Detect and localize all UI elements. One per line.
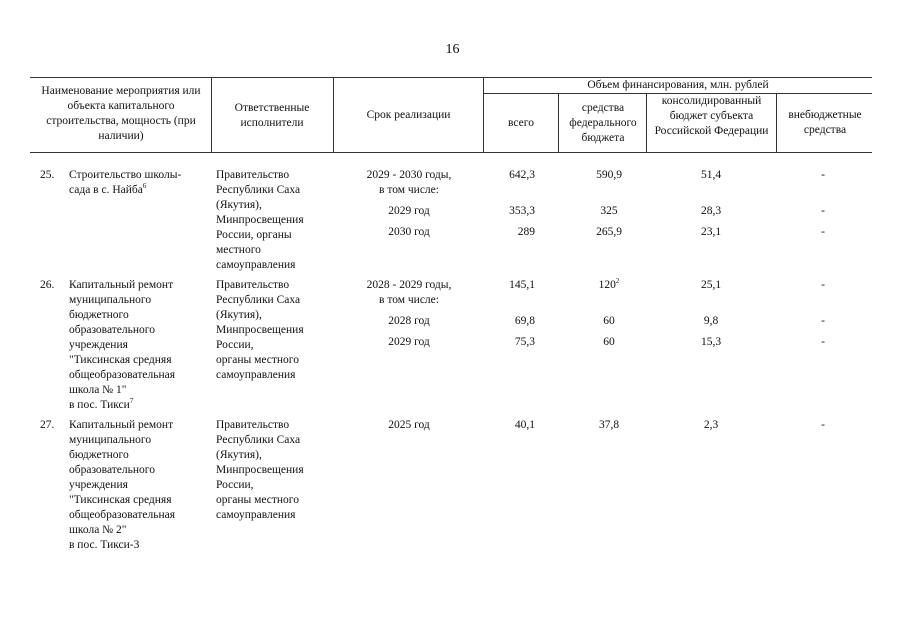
cell-federal: 60 xyxy=(603,315,615,327)
row-responsible-line: Республики Саха xyxy=(216,434,301,446)
row-period: в том числе: xyxy=(379,294,439,306)
row-responsible-line: (Якутия), xyxy=(216,309,262,321)
row-period: 2029 год xyxy=(388,205,430,217)
header-bottom-rule xyxy=(30,152,872,153)
row-name-line: в пос. Тикси$^7$ xyxy=(69,397,134,411)
cell-federal: 60 xyxy=(603,336,615,348)
row-name-line: школа № 1" xyxy=(69,384,127,396)
row-responsible-line: России, органы xyxy=(216,229,292,241)
row-responsible-line: органы местного xyxy=(216,354,299,366)
cell-total: 69,8 xyxy=(514,315,535,327)
row-responsible-line: Правительство xyxy=(216,279,290,291)
cell-total: 353,3 xyxy=(509,205,535,217)
cell-extra: - xyxy=(821,315,825,327)
row-responsible-line: Минпросвещения xyxy=(216,464,304,476)
row-responsible-line: самоуправления xyxy=(216,259,296,271)
cell-federal: 590,9 xyxy=(596,169,622,181)
col-divider-5 xyxy=(646,93,647,152)
cell-federal: 325 xyxy=(600,205,618,217)
row-responsible-line: (Якутия), xyxy=(216,199,262,211)
row-name-line: школа № 2" xyxy=(69,524,127,536)
row-name-line: муниципального xyxy=(69,294,152,306)
header-name: Наименование мероприятия или объекта капитального строительства, мощность (при наличии) xyxy=(41,85,201,142)
row-name-line: бюджетного xyxy=(69,309,129,321)
row-period: 2029 - 2030 годы, xyxy=(366,169,452,181)
col-divider-1 xyxy=(211,77,212,152)
row-responsible-line: Минпросвещения xyxy=(216,324,304,336)
row-period: 2028 год xyxy=(388,315,430,327)
row-number: 26. xyxy=(40,279,55,291)
row-period: 2028 - 2029 годы, xyxy=(366,279,452,291)
row-period: в том числе: xyxy=(379,184,439,196)
cell-regional: 9,8 xyxy=(703,315,719,327)
cell-extra: - xyxy=(821,279,825,291)
row-name-line: образовательного xyxy=(69,464,155,476)
cell-total: 145,1 xyxy=(509,279,535,291)
row-name-line-footnote: 6 xyxy=(142,182,147,190)
row-name-line: бюджетного xyxy=(69,449,129,461)
row-name-line: "Тиксинская средняя xyxy=(69,354,172,366)
cell-federal: 37,8 xyxy=(598,419,620,431)
row-responsible-line: России, xyxy=(216,479,254,491)
row-responsible-line: Правительство xyxy=(216,419,290,431)
cell-federal: $120^2$ xyxy=(598,277,620,291)
cell-extra: - xyxy=(821,226,825,238)
cell-regional: 15,3 xyxy=(700,336,722,348)
row-name-line: Капитальный ремонт xyxy=(69,419,174,431)
row-period: 2025 год xyxy=(388,419,430,431)
row-responsible-line: Минпросвещения xyxy=(216,214,304,226)
header-responsible: Ответственные исполнители xyxy=(234,102,310,129)
row-responsible-line: России, xyxy=(216,339,254,351)
row-name-line: учреждения xyxy=(69,339,128,351)
row-responsible-line: Республики Саха xyxy=(216,184,301,196)
cell-regional: 2,3 xyxy=(703,419,719,431)
cell-total: 75,3 xyxy=(514,336,535,348)
row-responsible-line: самоуправления xyxy=(216,509,296,521)
header-financing-group: Объем финансирования, млн. рублей xyxy=(587,79,769,91)
header-extra: внебюджетные средства xyxy=(788,109,862,136)
cell-regional: 51,4 xyxy=(700,169,722,181)
row-name-line: общеобразовательная xyxy=(69,509,175,521)
cell-federal: 265,9 xyxy=(596,226,622,238)
row-responsible-line: (Якутия), xyxy=(216,449,262,461)
row-name-line: сада в с. Найба$^6$ xyxy=(69,182,147,196)
header-regional: консолидированный бюджет субъекта Российской Федерации xyxy=(654,95,769,137)
row-name-line: Строительство школы- xyxy=(69,169,182,181)
cell-regional: 23,1 xyxy=(700,226,722,238)
cell-total: 289 xyxy=(517,226,535,238)
page-number: 16 xyxy=(445,42,460,57)
row-name-line: учреждения xyxy=(69,479,128,491)
header-total: всего xyxy=(508,117,534,129)
row-name-line: муниципального xyxy=(69,434,152,446)
row-responsible-line: местного xyxy=(216,244,261,256)
cell-total: 642,3 xyxy=(509,169,535,181)
row-name-line: в пос. Тикси-3 xyxy=(69,539,140,551)
row-name-line: Капитальный ремонт xyxy=(69,279,174,291)
header-federal: средства федерального бюджета xyxy=(569,102,637,144)
row-number: 25. xyxy=(40,169,55,181)
col-divider-4 xyxy=(558,93,559,152)
cell-extra: - xyxy=(821,169,825,181)
cell-extra: - xyxy=(821,205,825,217)
row-name-line-footnote: 7 xyxy=(129,397,134,405)
row-period: 2029 год xyxy=(388,336,430,348)
cell-extra: - xyxy=(821,419,825,431)
row-responsible-line: самоуправления xyxy=(216,369,296,381)
row-name-line: "Тиксинская средняя xyxy=(69,494,172,506)
cell-federal-footnote: 2 xyxy=(615,277,620,285)
row-responsible-line: Правительство xyxy=(216,169,290,181)
cell-regional: 25,1 xyxy=(700,279,722,291)
row-name-line: общеобразовательная xyxy=(69,369,175,381)
cell-extra: - xyxy=(821,336,825,348)
row-name-line: образовательного xyxy=(69,324,155,336)
row-number: 27. xyxy=(40,419,55,431)
header-period: Срок реализации xyxy=(366,109,451,121)
row-responsible-line: органы местного xyxy=(216,494,299,506)
row-responsible-line: Республики Саха xyxy=(216,294,301,306)
cell-total: 40,1 xyxy=(514,419,535,431)
cell-regional: 28,3 xyxy=(700,205,722,217)
row-period: 2030 год xyxy=(388,226,430,238)
col-divider-6 xyxy=(776,93,777,152)
